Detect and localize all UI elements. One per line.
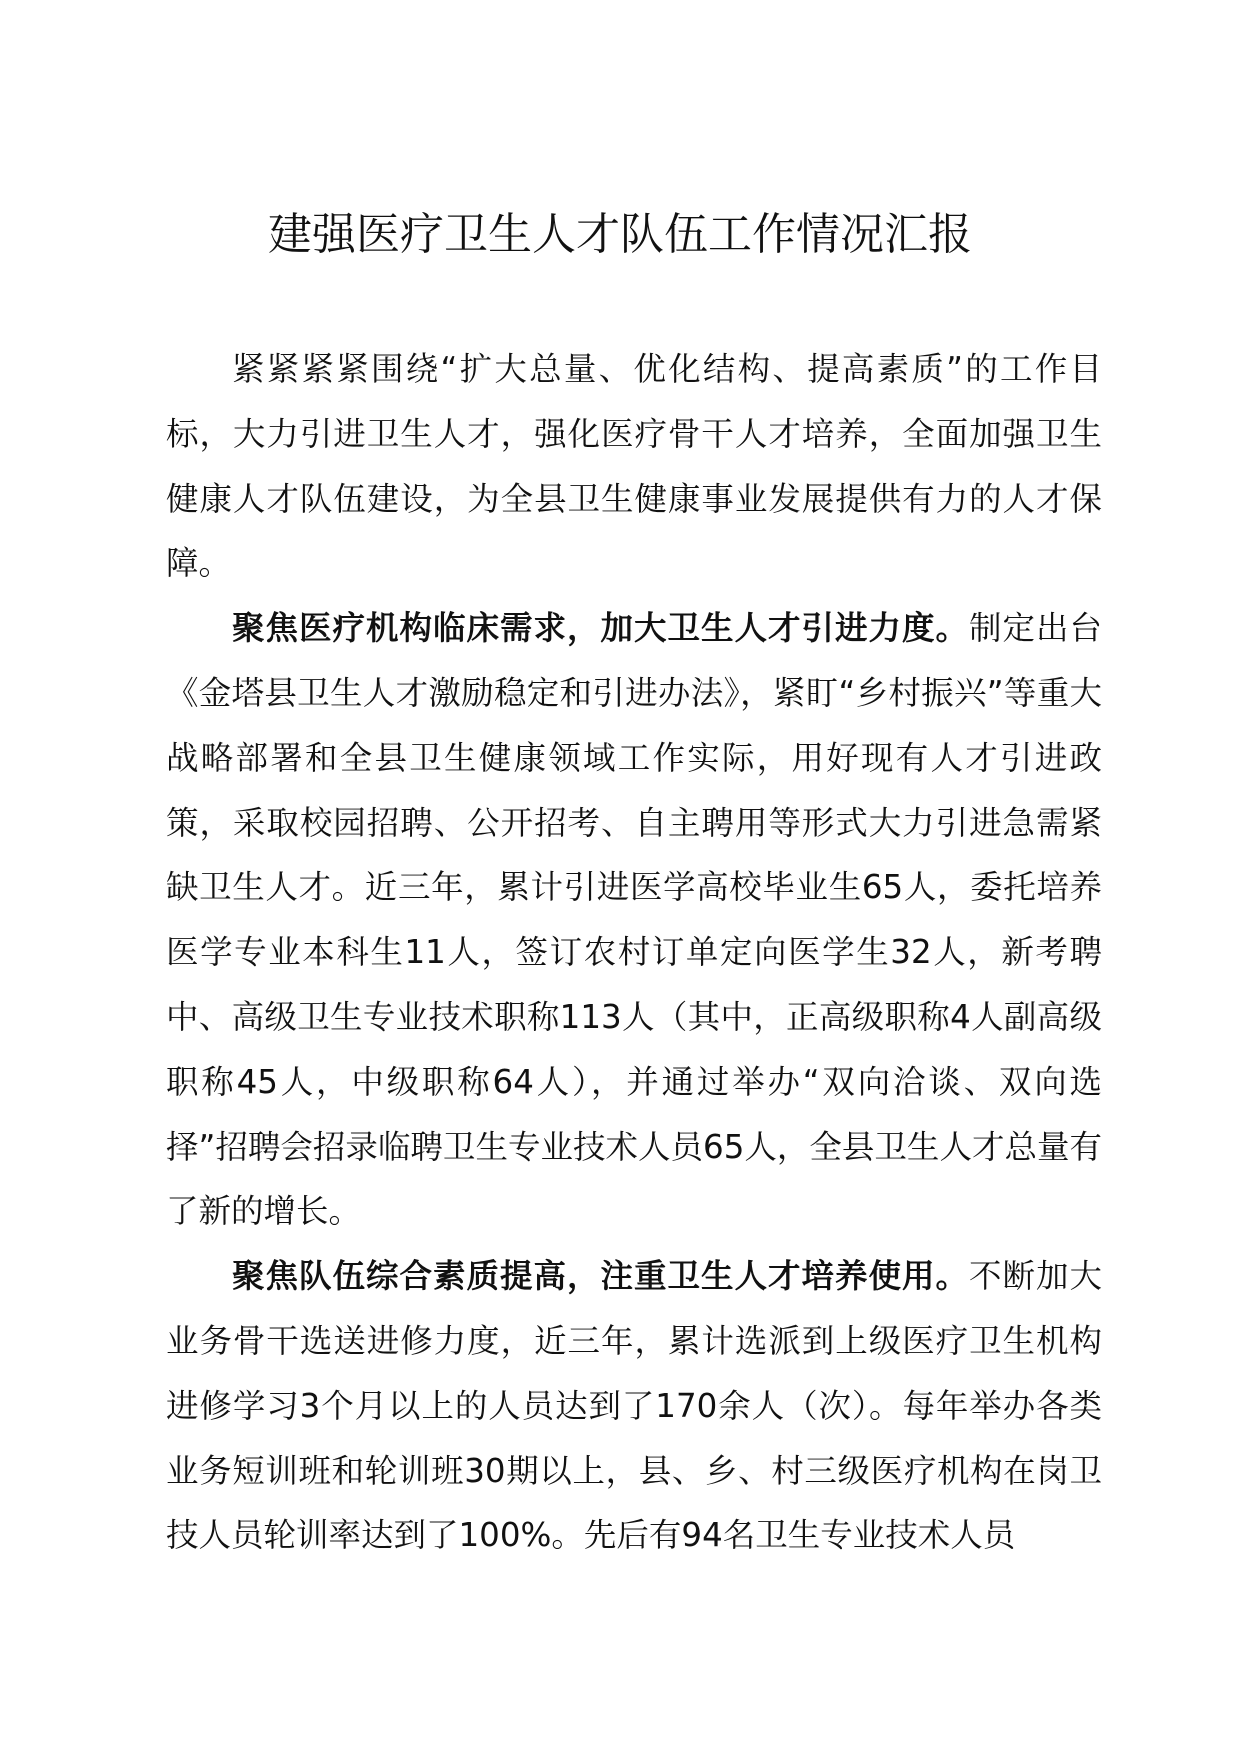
paragraph-text: 制定出台《金塔县卫生人才激励稳定和引进办法》，紧盯“乡村振兴”等重大战略部署和全县卫生健康领域工作实际，用好现有人才引进政策，采取校园招聘、公开招考、自主聘用等形式大力引进急需紧缺卫生人才。近三年，累计引进医学高校毕业生65人，委托培养医学专业本科生11人，签订农村订单定向医学生32人，新考聘中、高级卫生专业技术职称113人（其中，正高级职称4人副高级职称45人，中级职称64人），并通过举办“双向洽谈、双向选择”招聘会招录临聘卫生专业技术人员65人，全县卫生人才总量有了新的增长。 [166,609,1102,1231]
paragraph-intro [166,337,1102,596]
paragraph-lead: 聚焦队伍综合素质提高，注重卫生人才培养使用。 [232,1257,969,1296]
document-title: 建强医疗卫生人才队伍工作情况汇报 [268,209,972,260]
paragraph-lead: 聚焦医疗机构临床需求，加大卫生人才引进力度。 [232,609,969,648]
paragraph-talent-training [166,1244,1102,1568]
document-body [166,337,1102,1568]
paragraph-text: 紧紧紧紧围绕“扩大总量、优化结构、提高素质”的工作目标，大力引进卫生人才，强化医疗骨干人才培养，全面加强卫生健康人才队伍建设，为全县卫生健康事业发展提供有力的人才保障。 [166,350,1102,583]
paragraph-talent-recruitment [166,596,1102,1244]
paragraph-text: 不断加大业务骨干选送进修力度，近三年，累计选派到上级医疗卫生机构进修学习3个月以上的人员达到了170余人（次）。每年举办各类业务短训班和轮训班30期以上，县、乡、村三级医疗机构在岗卫技人员轮训率达到了100%。先后有94名卫生专业技术人员 [166,1257,1102,1555]
